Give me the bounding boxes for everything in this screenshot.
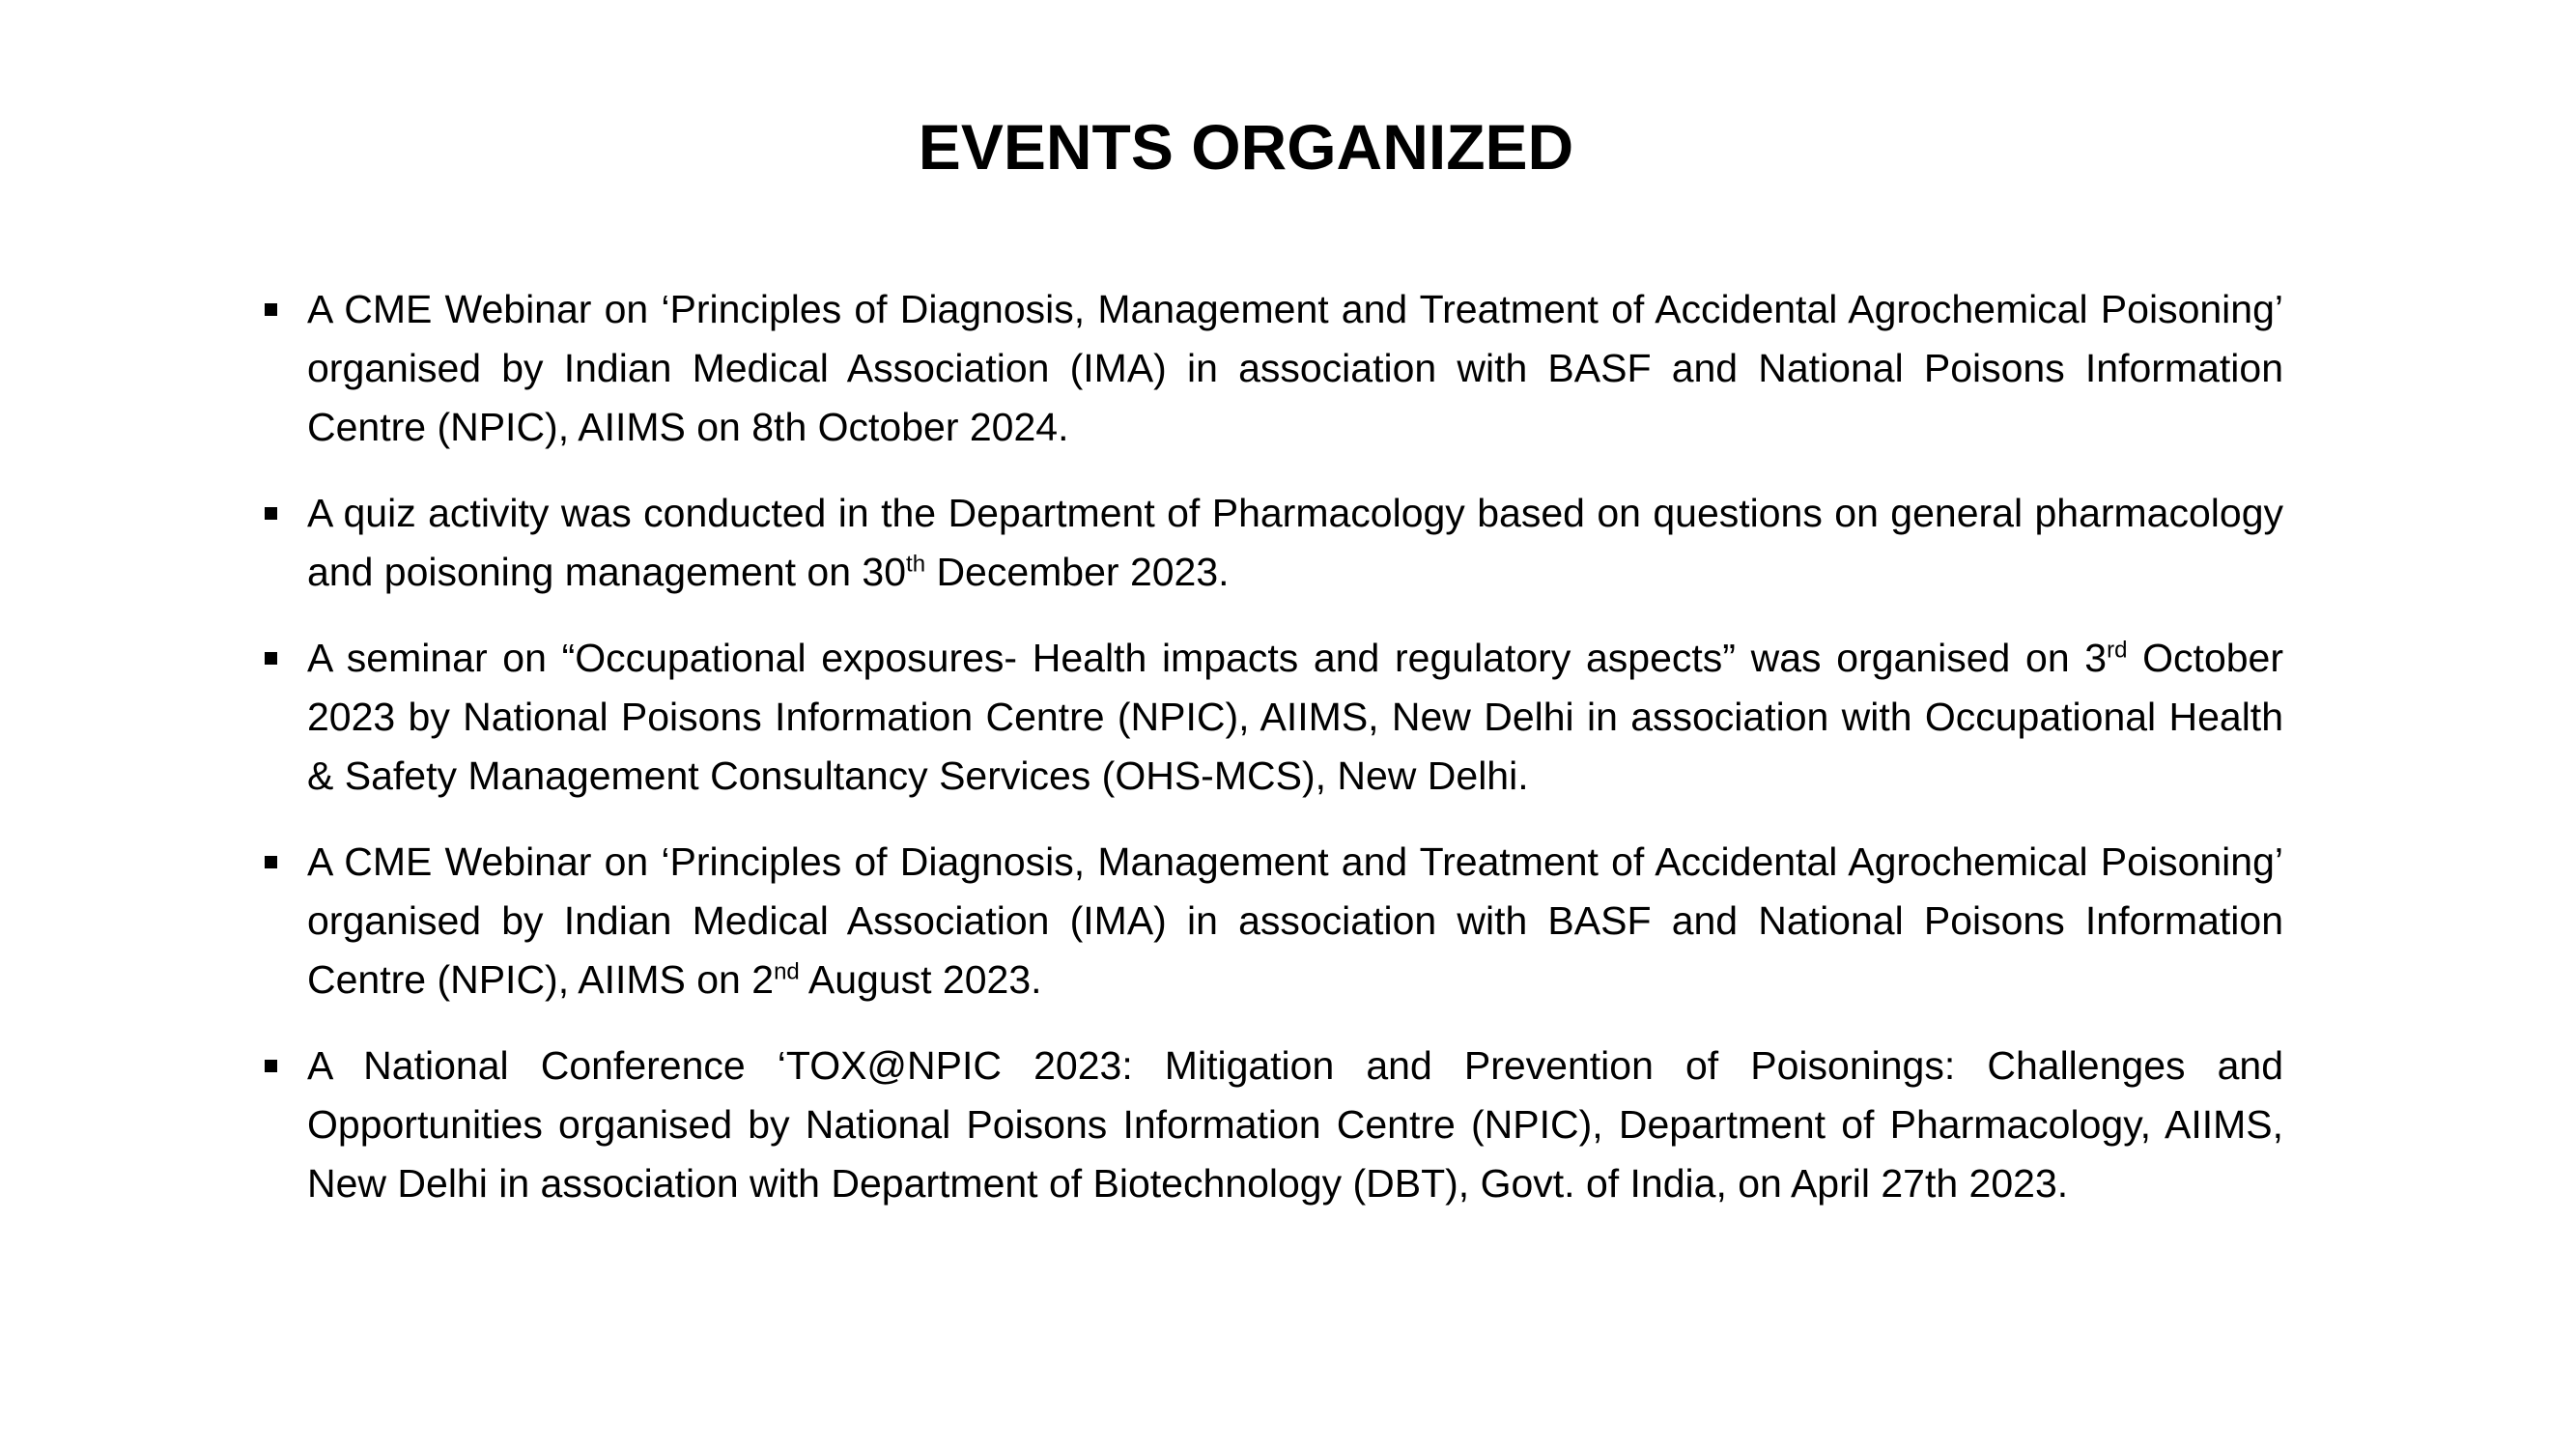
list-item	[263, 280, 2283, 457]
event-text: A CME Webinar on ‘Principles of Diagnosis, Management and Treatment of Accidental Agrochemical Poisoning’ organised by Indian Medical Association (IMA) in association with BASF and National Poisons Information Centre (NPIC), AIIMS on 8th October 2024.	[307, 287, 2283, 449]
events-list	[263, 280, 2283, 1240]
event-text: A seminar on “Occupational exposures- Health impacts and regulatory aspects” was organised on 3	[307, 636, 2108, 680]
event-text: A National Conference ‘TOX@NPIC 2023: Mitigation and Prevention of Poisonings: Challenges and Opportunities organised by National Poisons Information Centre (NPIC), Department of Pharmacology, AIIMS, New Delhi in association with Department of Biotechnology (DBT), Govt. of India, on April 27th 2023.	[307, 1043, 2283, 1206]
list-item	[263, 484, 2283, 602]
event-text-continued: October 2023 by National Poisons Information Centre (NPIC), AIIMS, New Delhi in association with Occupational Health & Safety Management Consultancy Services (OHS-MCS), New Delhi.	[307, 636, 2284, 798]
event-text: A CME Webinar on ‘Principles of Diagnosis, Management and Treatment of Accidental Agrochemical Poisoning’ organised by Indian Medical Association (IMA) in association with BASF and National Poisons Information Centre (NPIC), AIIMS on 2	[307, 839, 2283, 1002]
square-bullet-icon	[265, 303, 277, 316]
ordinal-suffix: nd	[774, 958, 800, 985]
list-item	[263, 629, 2283, 806]
list-item	[263, 1037, 2283, 1213]
square-bullet-icon	[265, 1060, 277, 1072]
event-text-continued: August 2023.	[799, 957, 1042, 1002]
list-item	[263, 833, 2283, 1009]
square-bullet-icon	[265, 652, 277, 665]
event-text: A quiz activity was conducted in the Department of Pharmacology based on questions on general pharmacology and poisoning management on 30	[307, 491, 2283, 594]
ordinal-suffix: rd	[2107, 637, 2128, 664]
square-bullet-icon	[265, 507, 277, 520]
page-title: EVENTS ORGANIZED	[918, 111, 1574, 183]
square-bullet-icon	[265, 856, 277, 868]
event-text-continued: December 2023.	[925, 550, 1230, 594]
ordinal-suffix: th	[906, 551, 926, 578]
